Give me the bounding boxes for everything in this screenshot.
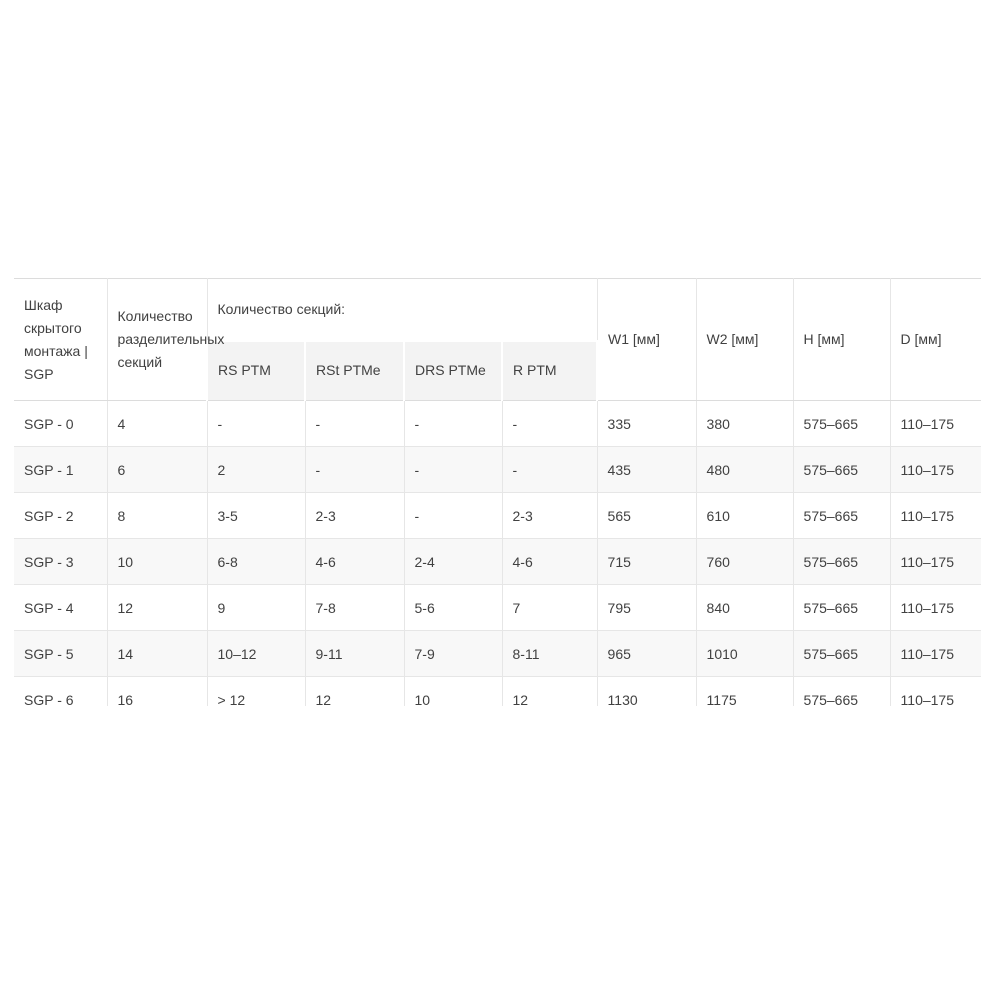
cell-rs-ptm: - xyxy=(207,401,305,447)
cell-w2: 1010 xyxy=(696,631,793,677)
cell-w1: 965 xyxy=(597,631,696,677)
cell-drs-ptme: - xyxy=(404,401,502,447)
cell-w1: 335 xyxy=(597,401,696,447)
cell-d: 110–175 xyxy=(890,401,981,447)
cell-drs-ptme: 5-6 xyxy=(404,585,502,631)
cell-partitions: 10 xyxy=(107,539,207,585)
cell-model: SGP - 4 xyxy=(14,585,107,631)
cell-d: 110–175 xyxy=(890,677,981,707)
cabinet-specs-table xyxy=(14,278,981,706)
cell-w1: 435 xyxy=(597,447,696,493)
cell-rst-ptme: 2-3 xyxy=(305,493,404,539)
cell-r-ptm: 7 xyxy=(502,585,597,631)
table-row xyxy=(14,401,981,447)
cell-model: SGP - 0 xyxy=(14,401,107,447)
cell-r-ptm: - xyxy=(502,401,597,447)
header-h: H [мм] xyxy=(793,279,890,401)
table-row xyxy=(14,631,981,677)
cell-r-ptm: 4-6 xyxy=(502,539,597,585)
table-header xyxy=(14,279,981,401)
cell-partitions: 12 xyxy=(107,585,207,631)
cell-rst-ptme: 9-11 xyxy=(305,631,404,677)
cell-model: SGP - 2 xyxy=(14,493,107,539)
table-body xyxy=(14,401,981,707)
cell-model: SGP - 6 xyxy=(14,677,107,707)
cell-d: 110–175 xyxy=(890,585,981,631)
header-w1: W1 [мм] xyxy=(597,279,696,401)
cell-h: 575–665 xyxy=(793,493,890,539)
cell-w2: 840 xyxy=(696,585,793,631)
cell-rs-ptm: 9 xyxy=(207,585,305,631)
cell-model: SGP - 5 xyxy=(14,631,107,677)
cell-partitions: 6 xyxy=(107,447,207,493)
cell-w2: 1175 xyxy=(696,677,793,707)
cell-partitions: 14 xyxy=(107,631,207,677)
cell-drs-ptme: 7-9 xyxy=(404,631,502,677)
cell-rst-ptme: 12 xyxy=(305,677,404,707)
table-row xyxy=(14,539,981,585)
cell-w2: 380 xyxy=(696,401,793,447)
cell-d: 110–175 xyxy=(890,493,981,539)
cell-h: 575–665 xyxy=(793,585,890,631)
cell-rs-ptm: > 12 xyxy=(207,677,305,707)
cell-d: 110–175 xyxy=(890,631,981,677)
table-row xyxy=(14,447,981,493)
cell-partitions: 4 xyxy=(107,401,207,447)
subheader-r-ptm: R PTM xyxy=(502,341,597,401)
cell-h: 575–665 xyxy=(793,631,890,677)
table-viewport xyxy=(14,278,981,706)
cell-d: 110–175 xyxy=(890,447,981,493)
header-w2: W2 [мм] xyxy=(696,279,793,401)
cell-w2: 610 xyxy=(696,493,793,539)
cell-w1: 1130 xyxy=(597,677,696,707)
cell-rst-ptme: 7-8 xyxy=(305,585,404,631)
cell-r-ptm: 12 xyxy=(502,677,597,707)
cell-model: SGP - 3 xyxy=(14,539,107,585)
cell-h: 575–665 xyxy=(793,539,890,585)
subheader-rs-ptm: RS PTM xyxy=(207,341,305,401)
cell-w1: 565 xyxy=(597,493,696,539)
cell-drs-ptme: - xyxy=(404,447,502,493)
cell-rs-ptm: 2 xyxy=(207,447,305,493)
header-d: D [мм] xyxy=(890,279,981,401)
cell-w1: 715 xyxy=(597,539,696,585)
cell-rs-ptm: 6-8 xyxy=(207,539,305,585)
cell-w1: 795 xyxy=(597,585,696,631)
subheader-drs-ptme: DRS PTMe xyxy=(404,341,502,401)
cell-rs-ptm: 3-5 xyxy=(207,493,305,539)
cell-r-ptm: 2-3 xyxy=(502,493,597,539)
cell-drs-ptme: 2-4 xyxy=(404,539,502,585)
cell-rst-ptme: - xyxy=(305,447,404,493)
cell-partitions: 16 xyxy=(107,677,207,707)
cell-w2: 480 xyxy=(696,447,793,493)
cell-drs-ptme: 10 xyxy=(404,677,502,707)
cell-h: 575–665 xyxy=(793,401,890,447)
cell-drs-ptme: - xyxy=(404,493,502,539)
cell-partitions: 8 xyxy=(107,493,207,539)
header-sections-group: Количество секций: xyxy=(207,279,597,341)
subheader-rst-ptme: RSt PTMe xyxy=(305,341,404,401)
cell-rst-ptme: 4-6 xyxy=(305,539,404,585)
cell-h: 575–665 xyxy=(793,677,890,707)
cell-rst-ptme: - xyxy=(305,401,404,447)
table-row xyxy=(14,677,981,707)
cell-w2: 760 xyxy=(696,539,793,585)
cell-model: SGP - 1 xyxy=(14,447,107,493)
cell-r-ptm: 8-11 xyxy=(502,631,597,677)
cell-d: 110–175 xyxy=(890,539,981,585)
cell-rs-ptm: 10–12 xyxy=(207,631,305,677)
cell-r-ptm: - xyxy=(502,447,597,493)
header-row-main xyxy=(14,279,981,341)
header-partitions: Количество разделительных секций xyxy=(107,279,207,401)
table-row xyxy=(14,493,981,539)
cell-h: 575–665 xyxy=(793,447,890,493)
header-cabinet: Шкаф скрытого монтажа | SGP xyxy=(14,279,107,401)
table-row xyxy=(14,585,981,631)
